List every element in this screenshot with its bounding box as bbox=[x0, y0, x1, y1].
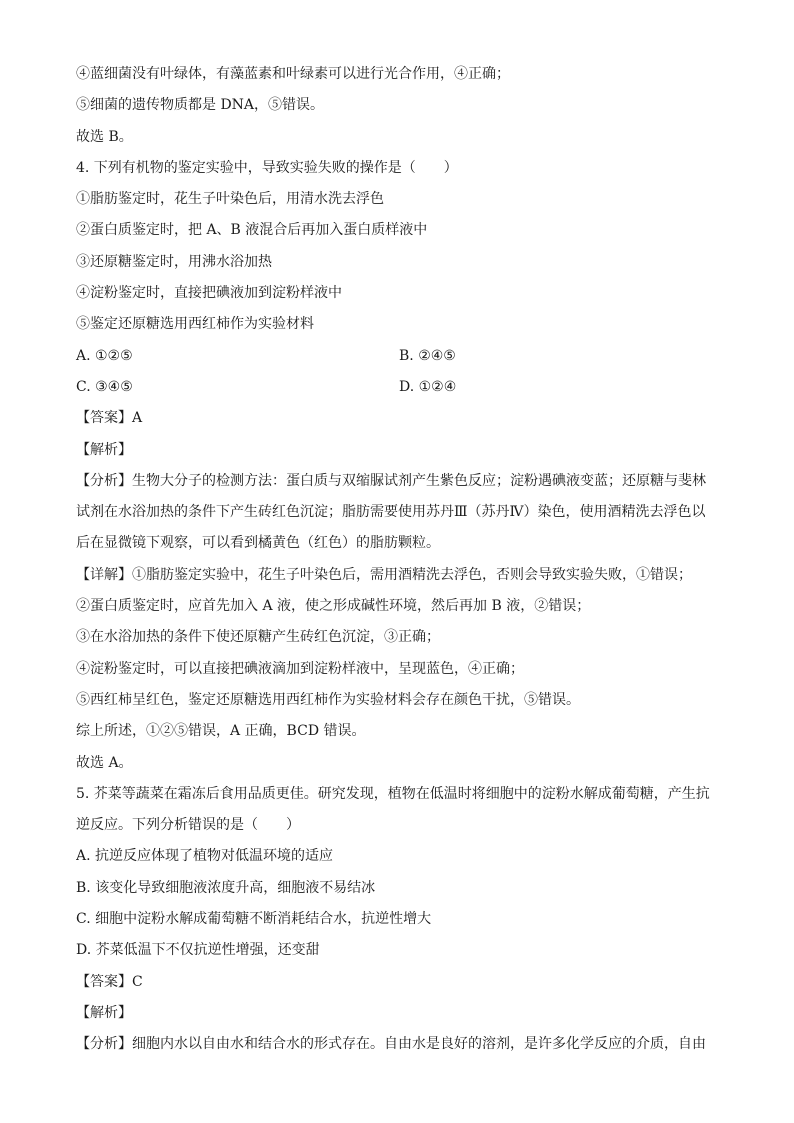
analysis-line: 【分析】细胞内水以自由水和结合水的形式存在。自由水是良好的溶剂，是许多化学反应的介质，自由 bbox=[76, 1036, 706, 1053]
question-4-item: ⑤鉴定还原糖选用西红柿作为实验材料 bbox=[76, 316, 314, 333]
analysis-line: ⑤西红柿呈红色，鉴定还原糖选用西红柿作为实验材料会存在颜色干扰，⑤错误。 bbox=[76, 691, 580, 708]
question-5-answer: 【答案】C bbox=[76, 973, 143, 990]
option-c: C. 细胞中淀粉水解成葡萄糖不断消耗结合水，抗逆性增大 bbox=[76, 911, 432, 928]
option-d: D. 芥菜低温下不仅抗逆性增强，还变甜 bbox=[76, 942, 320, 959]
analysis-line: ③在水浴加热的条件下使还原糖产生砖红色沉淀，③正确； bbox=[76, 629, 440, 646]
text-line: ④蓝细菌没有叶绿体，有藻蓝素和叶绿素可以进行光合作用，④正确； bbox=[76, 66, 510, 82]
text-line: ⑤细菌的遗传物质都是 DNA，⑤错误。 bbox=[76, 97, 325, 114]
question-5-analysis-label: 【解析】 bbox=[76, 1004, 132, 1021]
analysis-line: 综上所述，①②⑤错误，A 正确，BCD 错误。 bbox=[76, 723, 366, 740]
question-4-item: ③还原糖鉴定时，用沸水浴加热 bbox=[76, 253, 272, 270]
question-4-options-row bbox=[76, 372, 716, 403]
question-5-stem: 5. 芥菜等蔬菜在霜冻后食用品质更佳。研究发现，植物在低温时将细胞中的淀粉水解成葡萄糖，产生抗 bbox=[76, 785, 710, 802]
question-4-options-row bbox=[76, 341, 716, 372]
question-4-item: ④淀粉鉴定时，直接把碘液加到淀粉样液中 bbox=[76, 285, 342, 302]
question-4-analysis-label: 【解析】 bbox=[76, 441, 132, 458]
analysis-line: 故选 A。 bbox=[76, 754, 133, 771]
page-content bbox=[76, 59, 716, 1061]
option-a: A. ①②⑤ bbox=[76, 347, 133, 364]
option-d: D. ①②④ bbox=[399, 378, 457, 395]
question-4-item: ②蛋白质鉴定时，把 A、B 液混合后再加入蛋白质样液中 bbox=[76, 222, 428, 239]
analysis-line: ②蛋白质鉴定时，应首先加入 A 液，使之形成碱性环境，然后再加 B 液，②错误； bbox=[76, 598, 591, 615]
option-c: C. ③④⑤ bbox=[76, 378, 133, 395]
question-4-answer: 【答案】A bbox=[76, 410, 143, 427]
question-4-item: ①脂肪鉴定时，花生子叶染色后，用清水洗去浮色 bbox=[76, 191, 384, 208]
question-5-stem: 逆反应。下列分析错误的是（ ） bbox=[76, 817, 300, 834]
analysis-line: 后在显微镜下观察，可以看到橘黄色（红色）的脂肪颗粒。 bbox=[76, 535, 440, 552]
analysis-line: 【分析】生物大分子的检测方法：蛋白质与双缩脲试剂产生紫色反应；淀粉遇碘液变蓝；还原糖与斐林 bbox=[76, 472, 706, 489]
analysis-line: 试剂在水浴加热的条件下产生砖红色沉淀；脂肪需要使用苏丹Ⅲ（苏丹Ⅳ）染色，使用酒精洗去浮色以 bbox=[76, 504, 706, 521]
option-b: B. 该变化导致细胞液浓度升高，细胞液不易结冰 bbox=[76, 879, 376, 896]
option-a: A. 抗逆反应体现了植物对低温环境的适应 bbox=[76, 848, 334, 865]
analysis-line: ④淀粉鉴定时，可以直接把碘液滴加到淀粉样液中，呈现蓝色，④正确； bbox=[76, 660, 524, 677]
question-4-stem: 4. 下列有机物的鉴定实验中，导致实验失败的操作是（ ） bbox=[76, 159, 458, 176]
analysis-line: 【详解】①脂肪鉴定实验中，花生子叶染色后，需用酒精洗去浮色，否则会导致实验失败，①错误； bbox=[76, 566, 692, 583]
option-b: B. ②④⑤ bbox=[399, 347, 456, 364]
text-line: 故选 B。 bbox=[76, 128, 133, 145]
